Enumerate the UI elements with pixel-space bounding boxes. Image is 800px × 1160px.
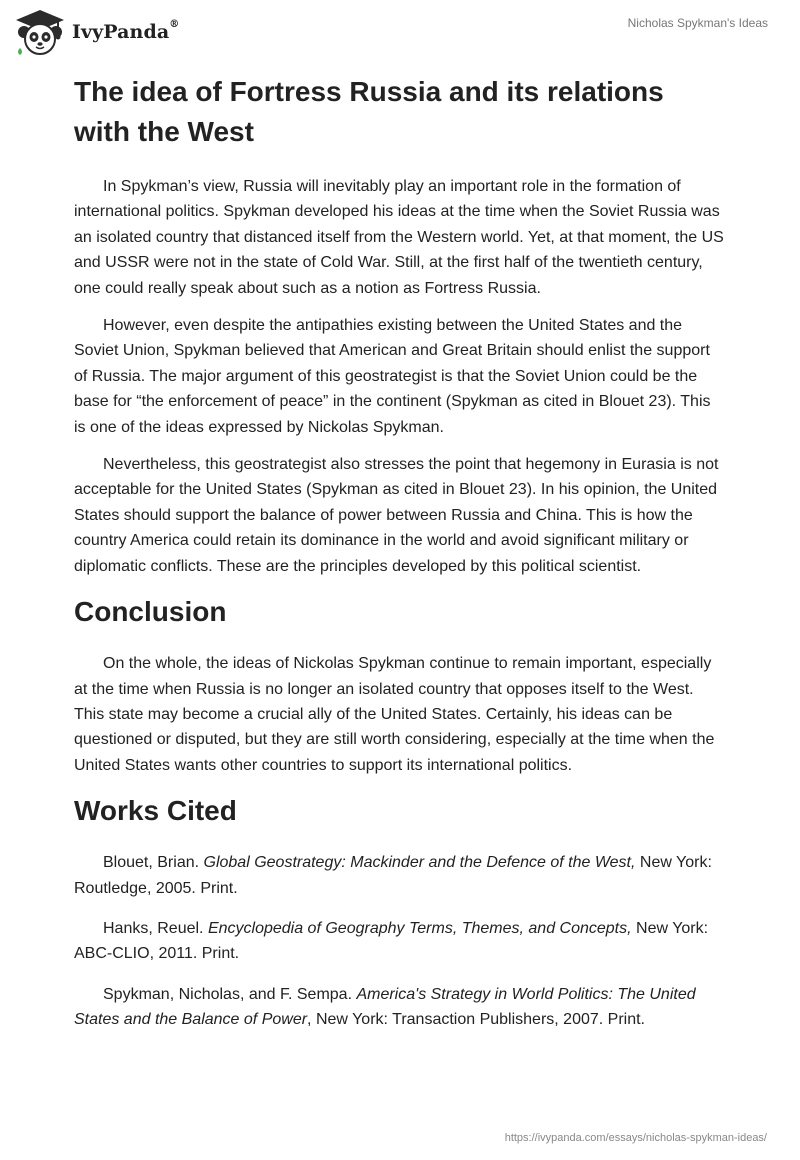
section-heading-fortress-russia: The idea of Fortress Russia and its relations with the West — [74, 76, 664, 147]
source-url-link[interactable]: https://ivypanda.com/essays/nicholas-spykman-ideas/ — [504, 1132, 767, 1144]
citation-entry — [74, 916, 726, 967]
citation-author: Spykman, Nicholas, and F. Sempa. — [103, 985, 357, 1003]
body-paragraph: However, even despite the antipathies existing between the United States and the Soviet Union, Spykman believed that American and Great Britain should enlist the support of Russia. The major argument of this geostrategist is that the Soviet Union could be the base for “the enforcement of peace” in the continent (Spykman as cited in Blouet 23). This is one of the ideas expressed by Nickolas Spykman. — [74, 317, 711, 436]
section-heading-works-cited: Works Cited — [74, 795, 237, 827]
citation-publication: , New York: Transaction Publishers, 2007. Print. — [307, 1011, 645, 1029]
section-heading-conclusion: Conclusion — [74, 596, 227, 628]
citation-publication: New York: ABC-CLIO, 2011. Print. — [74, 919, 709, 963]
citation-title: America's Strategy in World Politics: The United States and the Balance of Power — [74, 985, 696, 1029]
brand-logo[interactable] — [14, 8, 179, 56]
citation-title: Encyclopedia of Geography Terms, Themes, and Concepts, — [207, 919, 632, 937]
brand-name: IvyPanda® — [72, 19, 180, 43]
panda-graduate-icon — [14, 8, 66, 56]
body-paragraph: Nevertheless, this geostrategist also stresses the point that hegemony in Eurasia is not acceptable for the United States (Spykman as cited in Blouet 23). In his opinion, the United States should support the balance of power between Russia and China. This is how the country America could retain its dominance in the world and avoid significant military or diplomatic conflicts. These are the principles developed by this political scientist. — [74, 456, 719, 575]
citation-entry — [74, 982, 726, 1033]
citation-entry — [74, 850, 726, 901]
body-paragraph: On the whole, the ideas of Nickolas Spykman continue to remain important, especially at the time when Russia is no longer an isolated country that opposes itself to the West. This state may become a crucial ally of the United States. Certainly, his ideas can be questioned or disputed, but they are still worth considering, especially at the time when the United States wants other countries to support its international politics. — [74, 655, 715, 774]
body-paragraph: In Spykman’s view, Russia will inevitably play an important role in the formation of international politics. Spykman developed his ideas at the time when the Soviet Russia was an isolated country that distanced itself from the Western world. Yet, at that moment, the US and USSR were not in the state of Cold War. Still, at the first half of the twentieth century, one could really speak about such as a notion as Fortress Russia. — [74, 178, 724, 297]
document-title: Nicholas Spykman's Ideas — [627, 16, 768, 30]
citation-publication: New York: Routledge, 2005. Print. — [74, 854, 712, 897]
registered-mark: ® — [169, 19, 180, 30]
page-header — [0, 0, 800, 70]
citation-title: Global Geostrategy: Mackinder and the Defence of the West, — [203, 854, 636, 872]
citation-author: Blouet, Brian. — [103, 854, 204, 872]
essay-content — [74, 72, 726, 1048]
citation-author: Hanks, Reuel. — [103, 919, 208, 937]
